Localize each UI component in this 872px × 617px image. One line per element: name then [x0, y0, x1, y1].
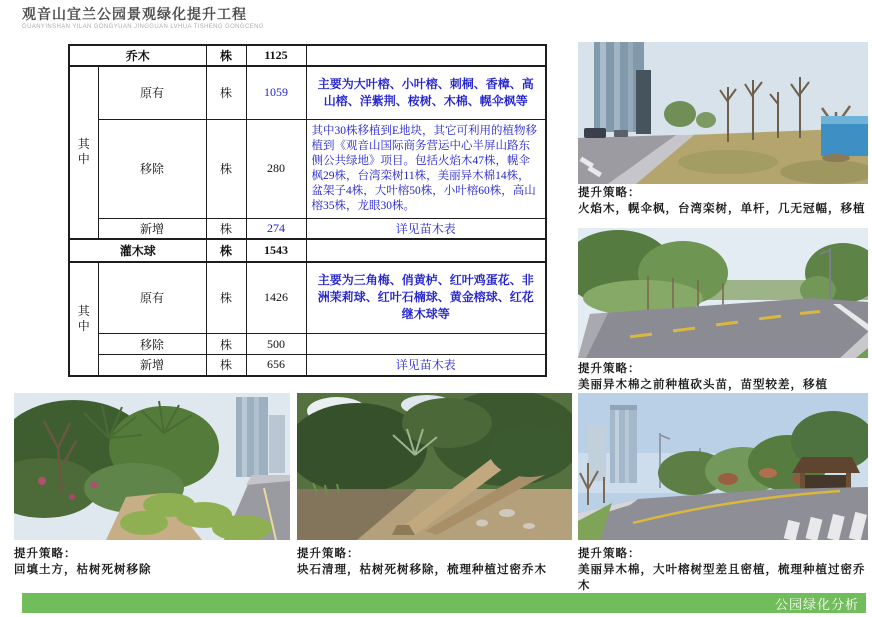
- shrubs-existing-desc: 主要为三角梅、俏黄栌、红叶鸡蛋花、非洲茉莉球、红叶石楠球、黄金榕球、红花继木球等: [306, 262, 546, 334]
- trees-added-desc: 详见苗木表: [306, 218, 546, 239]
- shrubs-removed-value: 500: [246, 334, 306, 355]
- page-title: 观音山宜兰公园景观绿化提升工程: [22, 6, 247, 22]
- caption-right-mid: [578, 361, 870, 393]
- unit-cell: 株: [206, 334, 246, 355]
- empty-cell: [306, 239, 546, 262]
- unit-cell: 株: [206, 66, 246, 119]
- caption-text: 块石清理，枯树死树移除，梳理种植过密乔木: [297, 564, 547, 576]
- unit-cell: 株: [206, 355, 246, 376]
- photo-road-pavilion: [578, 393, 868, 540]
- photo-roadside-new-trees: [578, 42, 868, 184]
- caption-heading: 提升策略：: [14, 548, 77, 560]
- section-name-trees: 乔木: [69, 45, 206, 66]
- trees-existing-value: 1059: [246, 66, 306, 119]
- caption-right-top: [578, 185, 870, 217]
- unit-cell: 株: [206, 239, 246, 262]
- caption-bottom-mid: [297, 546, 575, 578]
- shrubs-added-desc: 详见苗木表: [306, 355, 546, 376]
- row-label-existing: 原有: [98, 66, 206, 119]
- subgroup-label: 其中: [69, 66, 98, 239]
- unit-cell: 株: [206, 119, 246, 218]
- trees-added-value: 274: [246, 218, 306, 239]
- unit-cell: 株: [206, 45, 246, 66]
- caption-bottom-right: [578, 546, 870, 594]
- caption-heading: 提升策略：: [578, 548, 641, 560]
- photo-overgrown-strip: [14, 393, 290, 540]
- subgroup-label: 其中: [69, 262, 98, 376]
- caption-heading: 提升策略：: [578, 187, 641, 199]
- page-subtitle: GUANYINSHAN YILAN GONGYUAN JINGGUAN LVHUA TISHENG GONGCENG: [22, 24, 264, 30]
- shrubs-removed-desc: [306, 334, 546, 355]
- caption-text: 回填土方，枯树死树移除: [14, 564, 152, 576]
- caption-heading: 提升策略：: [578, 363, 641, 375]
- caption-bottom-left: [14, 546, 292, 578]
- shrubs-existing-value: 1426: [246, 262, 306, 334]
- footer-section-bar: [22, 593, 866, 613]
- photo-park-road: [578, 228, 868, 358]
- shrubs-added-value: 656: [246, 355, 306, 376]
- row-label-added: 新增: [98, 355, 206, 376]
- page-header: [22, 6, 264, 30]
- row-label-removed: 移除: [98, 119, 206, 218]
- trees-total: 1125: [246, 45, 306, 66]
- shrubs-total: 1543: [246, 239, 306, 262]
- caption-text: 火焰木，幌伞枫，台湾栾树，单杆，几无冠幅，移植: [578, 203, 866, 215]
- trees-removed-value: 280: [246, 119, 306, 218]
- footer-section-label: 公园绿化分析: [774, 596, 859, 612]
- row-label-removed: 移除: [98, 334, 206, 355]
- row-label-added: 新增: [98, 218, 206, 239]
- planting-stats-table: [68, 44, 547, 377]
- caption-text: 美丽异木棉，大叶榕树型差且密植，梳理种植过密乔木: [578, 564, 866, 592]
- trees-existing-desc: 主要为大叶榕、小叶榕、刺桐、香樟、高山榕、洋紫荆、桉树、木棉、幌伞枫等: [306, 66, 546, 119]
- row-label-existing: 原有: [98, 262, 206, 334]
- caption-heading: 提升策略：: [297, 548, 360, 560]
- unit-cell: 株: [206, 218, 246, 239]
- empty-cell: [306, 45, 546, 66]
- caption-text: 美丽异木棉之前种植砍头苗，苗型较差，移植: [578, 379, 828, 391]
- section-name-shrubs: 灌木球: [69, 239, 206, 262]
- photo-fallen-tree: [297, 393, 572, 540]
- unit-cell: 株: [206, 262, 246, 334]
- trees-removed-desc: 其中30株移植到E地块，其它可利用的植物移植到《观音山国际商务营运中心半屏山路东侧公共绿地》项目。包括火焰木47株，幌伞枫29株，台湾栾树11株，美丽异木棉14株，盆架子4株，大叶榕50株，小叶榕60株，高山榕35株，龙眼30株。: [306, 119, 546, 218]
